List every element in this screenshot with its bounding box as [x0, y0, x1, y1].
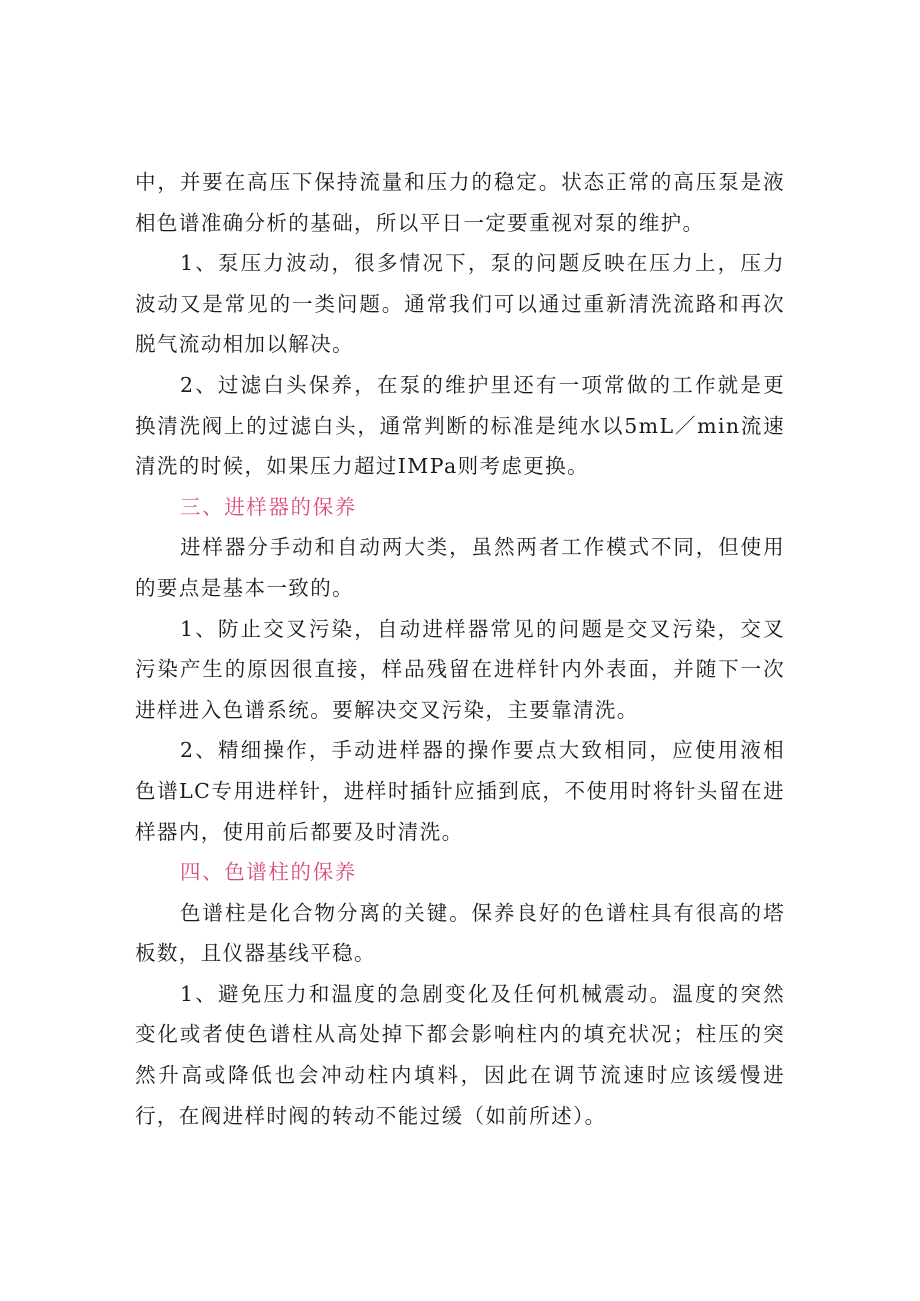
section-heading-column: 四、色谱柱的保养 — [180, 860, 357, 885]
paragraph-avoid-pressure-change: 1、避免压力和温度的急剧变化及任何机械震动。温度的突然变化或者使色谱柱从高处掉下都会影响柱内的填充状况；柱压的突然升高或降低也会冲动柱内填料，因此在调节流速时应该缓慢进行，在阀进样时阀的转动不能过缓（如前所述）。 — [135, 981, 785, 1128]
paragraph-filter-maintenance: 2、过滤白头保养，在泵的维护里还有一项常做的工作就是更换清洗阀上的过滤白头，通常判断的标准是纯水以5mL／min流速清洗的时候，如果压力超过IMPa则考虑更换。 — [135, 372, 785, 479]
section-heading-injector: 三、进样器的保养 — [180, 494, 357, 519]
paragraph-column-intro: 色谱柱是化合物分离的关键。保养良好的色谱柱具有很高的塔板数，且仪器基线平稳。 — [135, 900, 785, 966]
paragraph-pump-pressure-fluctuation: 1、泵压力波动，很多情况下，泵的问题反映在压力上，压力波动又是常见的一类问题。通常我们可以通过重新清洗流路和再次脱气流动相加以解决。 — [135, 251, 785, 357]
document-body — [135, 162, 785, 1136]
paragraph-injector-intro: 进样器分手动和自动两大类，虽然两者工作模式不同，但使用的要点是基本一致的。 — [135, 535, 785, 600]
paragraph-fine-operation: 2、精细操作，手动进样器的操作要点大致相同，应使用液相色谱LC专用进样针，进样时插针应插到底，不使用时将针头留在进样器内，使用前后都要及时清洗。 — [135, 738, 785, 844]
paragraph-pump-intro: 中，并要在高压下保持流量和压力的稳定。状态正常的高压泵是液相色谱准确分析的基础，所以平日一定要重视对泵的维护。 — [135, 170, 785, 235]
paragraph-cross-contamination: 1、防止交叉污染，自动进样器常见的问题是交叉污染，交叉污染产生的原因很直接，样品残留在进样针内外表面，并随下一次进样进入色谱系统。要解决交叉污染，主要靠清洗。 — [135, 616, 785, 722]
